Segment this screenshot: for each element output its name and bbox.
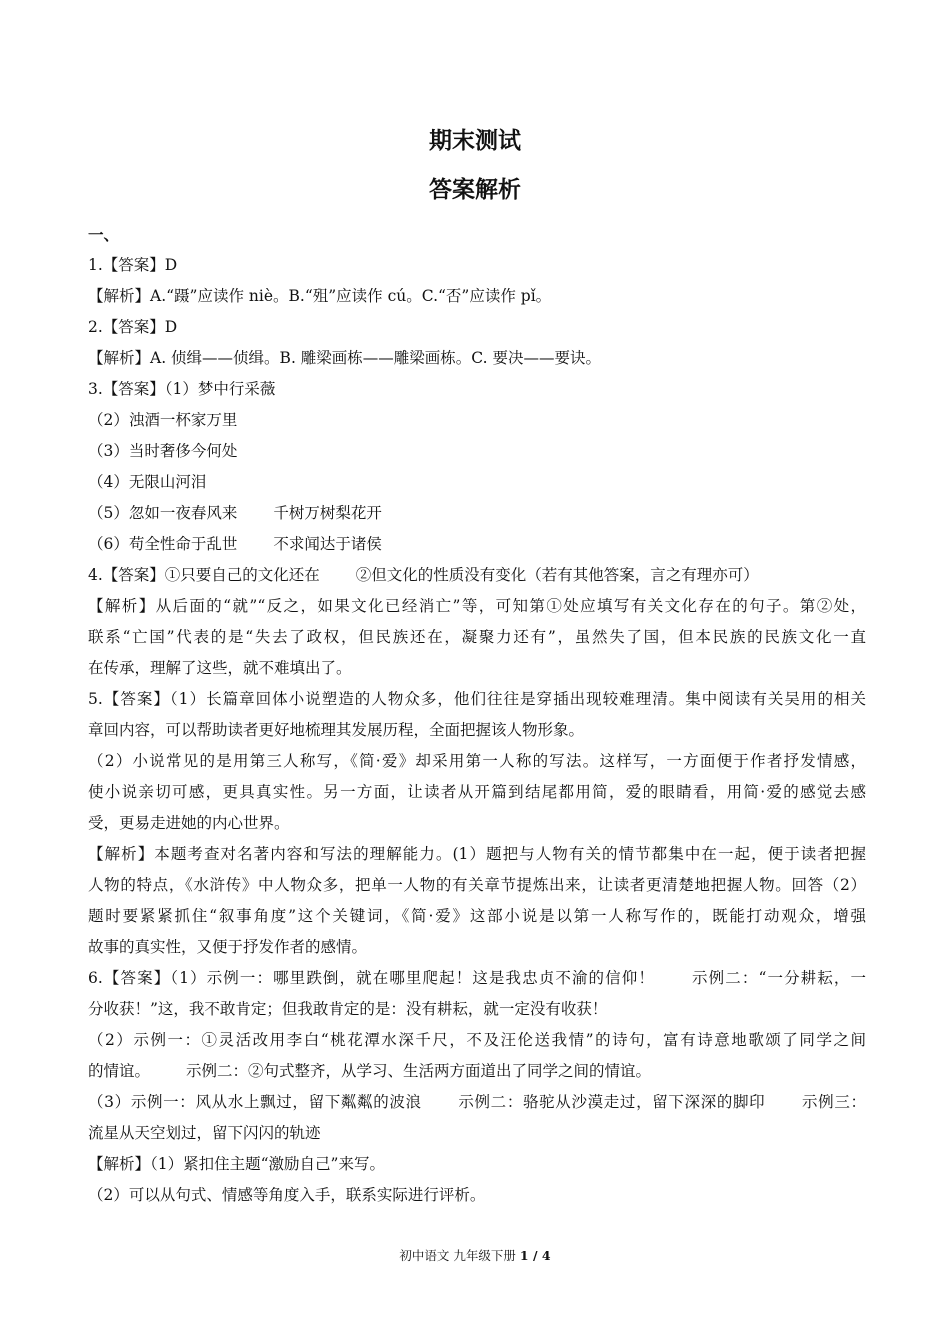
line-text: 分收获！”这，我不敢肯定；但我敢肯定的是：没有耕耘，就一定没有收获！ <box>88 1000 608 1018</box>
line-text: 3.【答案】（1）梦中行采薇 <box>88 380 276 398</box>
text-line <box>88 467 866 498</box>
line-text: 4.【答案】①只要自己的文化还在 <box>88 566 320 584</box>
footer-label: 初中语文 九年级下册 <box>399 1248 516 1263</box>
text-line <box>88 498 866 529</box>
line-text: 使小说亲切可感，更具真实性。另一方面，让读者从开篇到结尾都用简，爱的眼睛看，用简·爱的感觉去感 <box>88 783 866 801</box>
text-line <box>88 994 866 1025</box>
page-footer <box>0 1247 950 1265</box>
line-text: 【解析】A. 侦缉——侦缉。B. 雕梁画栋——雕梁画栋。C. 要决——要诀。 <box>88 349 601 367</box>
line-text: 5.【答案】（1）长篇章回体小说塑造的人物众多，他们往往是穿插出现较难理清。集中阅读有关吴用的相关 <box>88 690 866 708</box>
line-text: 【解析】（1）紧扣住主题“激励自己”来写。 <box>88 1155 385 1173</box>
text-line <box>88 1180 866 1211</box>
line-text: 不求闻达于诸侯 <box>273 535 382 553</box>
text-line <box>88 591 866 622</box>
line-text: 2.【答案】D <box>88 318 178 336</box>
text-line <box>88 808 866 839</box>
line-text: （3）示例一：风从水上飘过，留下粼粼的波浪 <box>88 1093 422 1111</box>
line-text: （2）示例一：①灵活改用李白“桃花潭水深千尺，不及汪伦送我情”的诗句，富有诗意地歌颂了同学之间 <box>88 1031 866 1049</box>
line-text: 故事的真实性，又便于抒发作者的感情。 <box>88 938 368 956</box>
line-text: 受，更易走进她的内心世界。 <box>88 814 290 832</box>
line-text: 1.【答案】D <box>88 256 178 274</box>
line-text: （2）小说常见的是用第三人称写，《简·爱》却采用第一人称的写法。这样写，一方面便于作者抒发情感， <box>88 752 866 770</box>
text-line <box>88 1025 866 1056</box>
text-line <box>88 777 866 808</box>
text-line <box>88 1056 866 1087</box>
line-text: 示例三： <box>801 1093 866 1111</box>
line-text: （4）无限山河泪 <box>88 473 207 491</box>
page-number: 1 / 4 <box>519 1248 551 1263</box>
text-line <box>88 343 866 374</box>
text-line <box>88 1149 866 1180</box>
text-line <box>88 963 866 994</box>
text-line <box>88 436 866 467</box>
text-line <box>88 560 866 591</box>
page-title: 期末测试 <box>429 128 521 154</box>
text-line <box>88 312 866 343</box>
text-line <box>88 622 866 653</box>
text-line <box>88 529 866 560</box>
line-text: 题时要紧紧抓住“叙事角度”这个关键词，《简·爱》这部小说是以第一人称写作的，既能打动观众，增强 <box>88 907 866 925</box>
text-line <box>88 250 866 281</box>
line-text: 示例二：“一分耕耘，一 <box>690 969 866 987</box>
line-text: 一、 <box>88 225 120 244</box>
line-text: 示例二：②句式整齐，从学习、生活两方面道出了同学之间的情谊。 <box>186 1062 652 1080</box>
line-text: （6）苟全性命于乱世 <box>88 535 238 553</box>
text-line <box>88 684 866 715</box>
text-line <box>88 870 866 901</box>
text-line <box>88 405 866 436</box>
text-line <box>88 901 866 932</box>
text-line <box>88 281 866 312</box>
line-text: 流星从天空划过，留下闪闪的轨迹 <box>88 1124 321 1142</box>
line-text: 6.【答案】（1）示例一：哪里跌倒，就在哪里爬起！这是我忠贞不渝的信仰！ <box>88 969 655 987</box>
line-text: （3）当时奢侈今何处 <box>88 442 238 460</box>
text-line <box>88 1118 866 1149</box>
line-text: 千树万树梨花开 <box>273 504 382 522</box>
line-text: 在传承，理解了这些，就不难填出了。 <box>88 659 352 677</box>
line-text: 联系“亡国”代表的是“失去了政权，但民族还在，凝聚力还有”，虽然失了国，但本民族的民族文化一直 <box>88 628 866 646</box>
line-text: 示例二：骆驼从沙漠走过，留下深深的脚印 <box>457 1093 766 1111</box>
text-line <box>88 746 866 777</box>
line-text: 的情谊。 <box>88 1062 151 1080</box>
line-text: （2）可以从句式、情感等角度入手，联系实际进行评析。 <box>88 1186 486 1204</box>
text-line <box>88 219 866 250</box>
page-subtitle: 答案解析 <box>429 177 521 203</box>
text-line <box>88 1087 866 1118</box>
line-text: （5）忽如一夜春风来 <box>88 504 238 522</box>
text-line <box>88 374 866 405</box>
line-text: 章回内容，可以帮助读者更好地梳理其发展历程，全面把握该人物形象。 <box>88 721 585 739</box>
line-text: 【解析】从后面的“就”“反之，如果文化已经消亡”等，可知第①处应填写有关文化存在的句子。第②处， <box>88 597 866 615</box>
line-text: ②但文化的性质没有变化（若有其他答案，言之有理亦可） <box>355 566 759 584</box>
line-text: （2）浊酒一杯家万里 <box>88 411 238 429</box>
text-line <box>88 715 866 746</box>
text-line <box>88 839 866 870</box>
line-text: 【解析】本题考查对名著内容和写法的理解能力。(1）题把与人物有关的情节都集中在一起，便于读者把握 <box>88 845 866 863</box>
text-line <box>88 932 866 963</box>
answer-content <box>88 219 866 1211</box>
line-text: 人物的特点，《水浒传》中人物众多，把单一人物的有关章节提炼出来，让读者更清楚地把握人物。回答（2） <box>88 876 866 894</box>
line-text: 【解析】A.“蹑”应读作 niè。B.“殂”应读作 cú。C.“否”应读作 pǐ。 <box>88 287 552 305</box>
text-line <box>88 653 866 684</box>
